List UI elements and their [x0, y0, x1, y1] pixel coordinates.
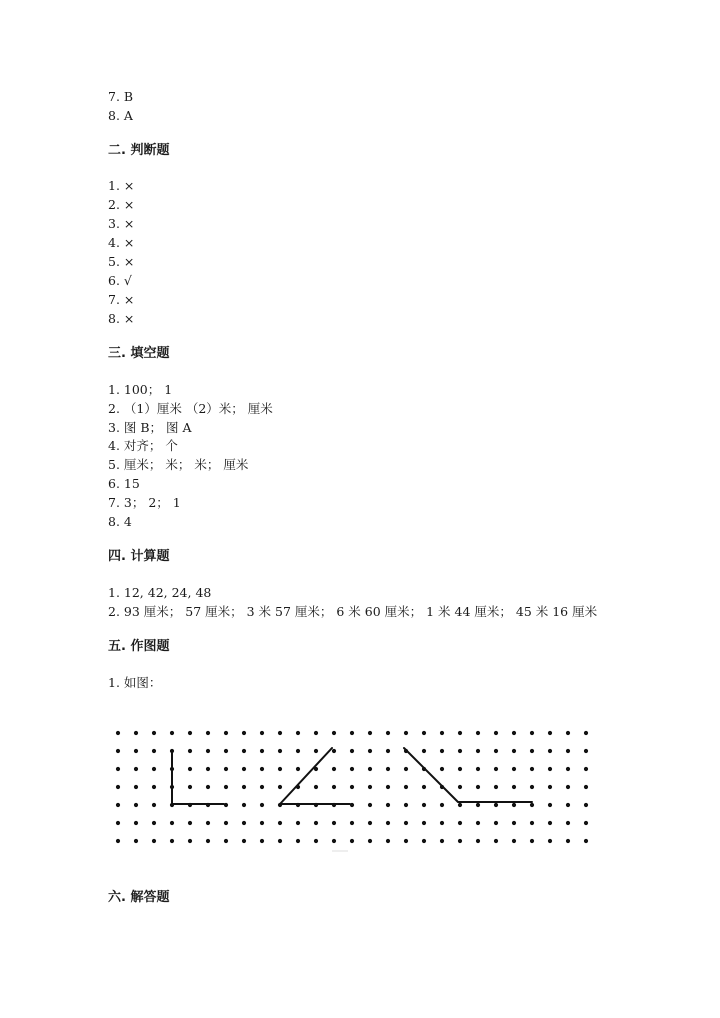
grid-dot	[584, 803, 588, 807]
grid-dot	[224, 731, 228, 735]
grid-dot	[530, 839, 534, 843]
grid-dot	[368, 749, 372, 753]
grid-dot	[134, 803, 138, 807]
grid-dot	[188, 785, 192, 789]
answer-line: 8. 4	[108, 514, 132, 529]
grid-dot	[494, 821, 498, 825]
grid-dot	[260, 767, 264, 771]
answer-line: 6. 15	[108, 476, 140, 491]
grid-dot	[368, 731, 372, 735]
grid-dot	[548, 749, 552, 753]
grid-dot	[242, 821, 246, 825]
grid-dot	[224, 839, 228, 843]
grid-dot	[530, 731, 534, 735]
grid-dot	[242, 749, 246, 753]
grid-dot	[152, 731, 156, 735]
grid-dot	[278, 767, 282, 771]
grid-dot	[548, 803, 552, 807]
grid-dot	[332, 785, 336, 789]
grid-dot	[566, 803, 570, 807]
answer-line: 7. B	[108, 89, 134, 104]
grid-dot	[278, 821, 282, 825]
grid-dot	[206, 821, 210, 825]
grid-dot	[494, 785, 498, 789]
grid-dot	[206, 839, 210, 843]
grid-dot	[296, 821, 300, 825]
grid-dot	[566, 749, 570, 753]
grid-dot	[548, 839, 552, 843]
grid-dot	[422, 821, 426, 825]
grid-dot	[494, 839, 498, 843]
grid-dot	[422, 839, 426, 843]
grid-dot	[458, 821, 462, 825]
grid-dot	[476, 785, 480, 789]
grid-dot	[206, 767, 210, 771]
grid-dot	[134, 749, 138, 753]
answer-line: 1. 12, 42, 24, 48	[108, 585, 212, 600]
grid-dot	[170, 839, 174, 843]
grid-dot	[368, 821, 372, 825]
grid-dot	[350, 731, 354, 735]
grid-dot	[386, 767, 390, 771]
grid-dot	[134, 731, 138, 735]
grid-dot	[494, 731, 498, 735]
grid-dot	[404, 785, 408, 789]
grid-dot	[224, 767, 228, 771]
grid-dot	[314, 749, 318, 753]
grid-dot	[512, 821, 516, 825]
section-heading-judgement: 二. 判断题	[108, 143, 170, 158]
answer-line: 1. 100； 1	[108, 382, 173, 397]
grid-dot	[242, 767, 246, 771]
grid-dot	[332, 821, 336, 825]
grid-dot	[296, 767, 300, 771]
grid-dot	[458, 839, 462, 843]
grid-dot	[170, 731, 174, 735]
grid-dot	[116, 839, 120, 843]
grid-dot	[350, 749, 354, 753]
grid-dot	[350, 839, 354, 843]
grid-dot	[404, 767, 408, 771]
section-heading-calculation: 四. 计算题	[108, 549, 170, 564]
grid-dot	[188, 821, 192, 825]
grid-dot	[494, 767, 498, 771]
grid-dot	[386, 821, 390, 825]
grid-dot	[404, 821, 408, 825]
grid-dot	[404, 731, 408, 735]
grid-dot	[386, 749, 390, 753]
answer-line: 1. ×	[108, 178, 135, 193]
grid-dot	[584, 767, 588, 771]
grid-dot	[386, 731, 390, 735]
drawn-angle-right	[172, 750, 224, 804]
grid-dot	[512, 785, 516, 789]
grid-dot	[494, 749, 498, 753]
answer-line: 2. ×	[108, 197, 135, 212]
answer-line: 5. 厘米； 米； 米； 厘米	[108, 457, 249, 472]
grid-dot	[242, 839, 246, 843]
grid-dot	[440, 731, 444, 735]
grid-dot	[548, 731, 552, 735]
grid-dot	[422, 731, 426, 735]
grid-dot	[530, 785, 534, 789]
grid-dot	[476, 731, 480, 735]
grid-dot	[206, 749, 210, 753]
grid-dot	[584, 749, 588, 753]
grid-dot	[422, 803, 426, 807]
drawn-angle-acute	[280, 748, 350, 804]
grid-dot	[368, 767, 372, 771]
grid-dot	[476, 749, 480, 753]
grid-dot	[188, 731, 192, 735]
grid-dot	[134, 839, 138, 843]
grid-dot	[458, 731, 462, 735]
grid-dot	[260, 785, 264, 789]
answer-line: 5. ×	[108, 254, 135, 269]
grid-dot	[116, 731, 120, 735]
grid-dot	[368, 785, 372, 789]
grid-dot	[476, 821, 480, 825]
grid-dot	[188, 767, 192, 771]
grid-dot	[188, 839, 192, 843]
grid-dot	[422, 749, 426, 753]
grid-dot	[584, 821, 588, 825]
grid-dot	[566, 821, 570, 825]
grid-dot	[116, 803, 120, 807]
grid-dot	[116, 821, 120, 825]
grid-dot	[512, 767, 516, 771]
grid-dot	[206, 785, 210, 789]
grid-dot	[152, 839, 156, 843]
grid-dots	[116, 731, 588, 843]
grid-dot	[116, 785, 120, 789]
grid-dot	[206, 731, 210, 735]
grid-dot	[332, 839, 336, 843]
grid-dot	[116, 749, 120, 753]
drawn-angle-obtuse	[404, 748, 532, 802]
grid-dot	[584, 731, 588, 735]
grid-dot	[332, 767, 336, 771]
grid-dot	[530, 821, 534, 825]
grid-dot	[152, 749, 156, 753]
grid-dot	[242, 785, 246, 789]
grid-dot	[134, 821, 138, 825]
grid-dot	[314, 731, 318, 735]
grid-dot	[440, 767, 444, 771]
answer-line: 1. 如图：	[108, 675, 162, 690]
grid-dot	[584, 785, 588, 789]
grid-dot	[458, 749, 462, 753]
section-heading-drawing: 五. 作图题	[108, 639, 170, 654]
grid-dot	[314, 839, 318, 843]
grid-dot	[458, 803, 462, 807]
grid-dot	[404, 839, 408, 843]
grid-dot	[548, 785, 552, 789]
grid-dot	[422, 785, 426, 789]
grid-dot	[584, 839, 588, 843]
answer-line: 7. ×	[108, 292, 135, 307]
grid-dot	[242, 803, 246, 807]
grid-dot	[476, 839, 480, 843]
grid-dot	[530, 767, 534, 771]
grid-dot	[458, 785, 462, 789]
grid-dot	[368, 803, 372, 807]
grid-dot	[566, 785, 570, 789]
grid-dot	[386, 839, 390, 843]
grid-dot	[278, 785, 282, 789]
answer-line: 2. 93 厘米； 57 厘米； 3 米 57 厘米； 6 米 60 厘米； 1 米 44 厘米； 45 米 16 厘米	[108, 604, 598, 619]
grid-dot	[350, 767, 354, 771]
grid-dot	[278, 839, 282, 843]
grid-dot	[134, 767, 138, 771]
grid-dot	[152, 821, 156, 825]
grid-dot	[566, 767, 570, 771]
grid-dot	[404, 803, 408, 807]
grid-dot	[368, 839, 372, 843]
grid-dot	[386, 785, 390, 789]
grid-dot	[512, 803, 516, 807]
answer-line: 3. ×	[108, 216, 135, 231]
section-heading-solution: 六. 解答题	[108, 890, 170, 905]
grid-dot	[458, 767, 462, 771]
grid-dot	[260, 803, 264, 807]
grid-dot	[278, 731, 282, 735]
answer-line: 8. A	[108, 108, 133, 123]
grid-dot	[512, 731, 516, 735]
grid-dot	[530, 803, 534, 807]
grid-dot	[332, 749, 336, 753]
answer-line: 3. 图 B； 图 A	[108, 420, 192, 435]
grid-dot	[170, 821, 174, 825]
grid-dot	[224, 785, 228, 789]
grid-dot	[134, 785, 138, 789]
section-heading-fill-blank: 三. 填空题	[108, 346, 170, 361]
grid-dot	[224, 821, 228, 825]
grid-dot	[116, 767, 120, 771]
grid-dot	[494, 803, 498, 807]
answer-line: 2. （1）厘米 （2）米； 厘米	[108, 401, 273, 416]
grid-dot	[152, 803, 156, 807]
grid-dot	[548, 767, 552, 771]
grid-dot	[386, 803, 390, 807]
grid-dot	[278, 749, 282, 753]
grid-dot	[512, 749, 516, 753]
grid-dot	[260, 749, 264, 753]
grid-dot	[440, 749, 444, 753]
grid-dot	[512, 839, 516, 843]
answer-line: 6. √	[108, 273, 132, 288]
answer-line: 7. 3； 2； 1	[108, 495, 181, 510]
grid-dot	[548, 821, 552, 825]
grid-dot	[296, 749, 300, 753]
grid-dot	[440, 803, 444, 807]
grid-dot	[476, 803, 480, 807]
grid-dot	[260, 731, 264, 735]
grid-dot	[350, 821, 354, 825]
grid-dot	[440, 839, 444, 843]
grid-dot	[566, 731, 570, 735]
grid-dot	[188, 749, 192, 753]
grid-dot	[260, 821, 264, 825]
grid-dot	[530, 749, 534, 753]
grid-dot	[350, 785, 354, 789]
grid-dot	[314, 785, 318, 789]
answer-line: 4. 对齐； 个	[108, 438, 178, 453]
grid-dot	[224, 749, 228, 753]
grid-dot	[152, 785, 156, 789]
grid-dot	[476, 767, 480, 771]
answer-line: 4. ×	[108, 235, 135, 250]
grid-dot	[296, 731, 300, 735]
grid-dot	[314, 821, 318, 825]
grid-dot	[332, 731, 336, 735]
grid-dot	[242, 731, 246, 735]
grid-dot	[260, 839, 264, 843]
answer-line: 8. ×	[108, 311, 135, 326]
grid-dot	[566, 839, 570, 843]
grid-dot	[296, 839, 300, 843]
grid-dot	[152, 767, 156, 771]
grid-dot	[440, 821, 444, 825]
